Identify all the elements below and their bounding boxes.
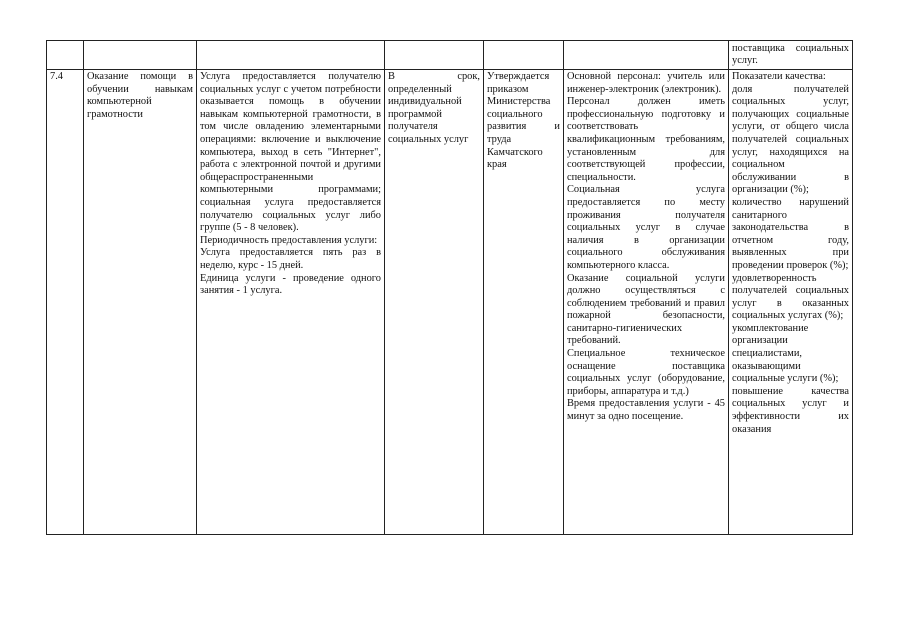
conditions-paragraph: Время предоставления услуги - 45 минут за одно посещение. (567, 398, 725, 423)
table-cell (564, 41, 729, 70)
conditions-paragraph: Специальное техническое оснащение поставщика социальных услуг (оборудование, приборы, аппаратура и т.д.) (567, 348, 725, 397)
description-cell (197, 70, 385, 535)
table-row (47, 70, 853, 535)
indicator-item: укомплектование организации специалистами, оказывающими социальные услуги (%); (732, 322, 839, 385)
table-cell (197, 41, 385, 70)
term-cell (385, 70, 484, 535)
approval-text: Утверждается приказом Министерства социального развития и труда Камчатского края (487, 71, 560, 171)
indicator-item: количество нарушений санитарного законодательства в отчетном году, выявленных при проведении проверок (%); (732, 196, 849, 271)
table-cell (84, 41, 197, 70)
table-cell (47, 41, 84, 70)
conditions-paragraph: Оказание социальной услуги должно осуществляться с соблюдением требований и правил пожарной безопасности, санитарно-гигиенических требований. (567, 272, 725, 347)
table-cell (484, 41, 564, 70)
indicator-item: удовлетворенность получателей социальных услуг в оказанных социальных услугах (%); (732, 272, 849, 322)
continued-text: поставщика социальных услуг. (732, 42, 849, 67)
services-table (46, 40, 853, 535)
description-paragraph: Периодичность предоставления услуги: (200, 234, 378, 246)
table-cell (385, 41, 484, 70)
description-paragraph: Услуга предоставляется получателю социальных услуг с учетом потребности оказывается помощь в обучении навыкам компьютерной грамотности, в том числе овладению элементарными операциями: включение и выключение компьютера, выход в сеть "Интернет", работа с электронной почтой и другими общераспространенными компьютерными программами; социальная услуга предоставляется получателю социальных услуг либо группе (5 - 8 человек). (200, 71, 381, 234)
indicator-item: доля получателей социальных услуг, получающих социальные услуги, от общего числа получателей социальных услуг, находящихся на социальном обслуживании в организации (%); (732, 83, 849, 196)
service-name: Оказание помощи в обучении навыкам компьютерной грамотности (87, 71, 193, 120)
table-row (47, 41, 853, 70)
description-paragraph: Единица услуги - проведение одного занятия - 1 услуга. (200, 272, 381, 297)
service-name-cell (84, 70, 197, 535)
conditions-paragraph: Основной персонал: учитель или инженер-электроник (электроник). (567, 71, 725, 95)
row-number: 7.4 (47, 70, 84, 535)
table-cell (729, 41, 853, 70)
indicator-item: повышение качества социальных услуг и эффективности их оказания (732, 385, 849, 435)
term-text: В срок, определенный индивидуальной программой получателя социальных услуг (388, 71, 480, 145)
conditions-paragraph: Персонал должен иметь профессиональную подготовку и соответствовать квалификационным требованиям, установленным для соответствующей профессии, специальности. (567, 96, 725, 183)
approval-cell (484, 70, 564, 535)
conditions-paragraph: Социальная услуга предоставляется по месту проживания получателя социальных услуг в случае наличия в организации социального обслуживания компьютерного класса. (567, 184, 725, 271)
indicator-item: Показатели качества: (732, 71, 826, 82)
indicators-cell (729, 70, 853, 535)
conditions-cell (564, 70, 729, 535)
description-paragraph: Услуга предоставляется пять раз в неделю, курс - 15 дней. (200, 247, 381, 271)
